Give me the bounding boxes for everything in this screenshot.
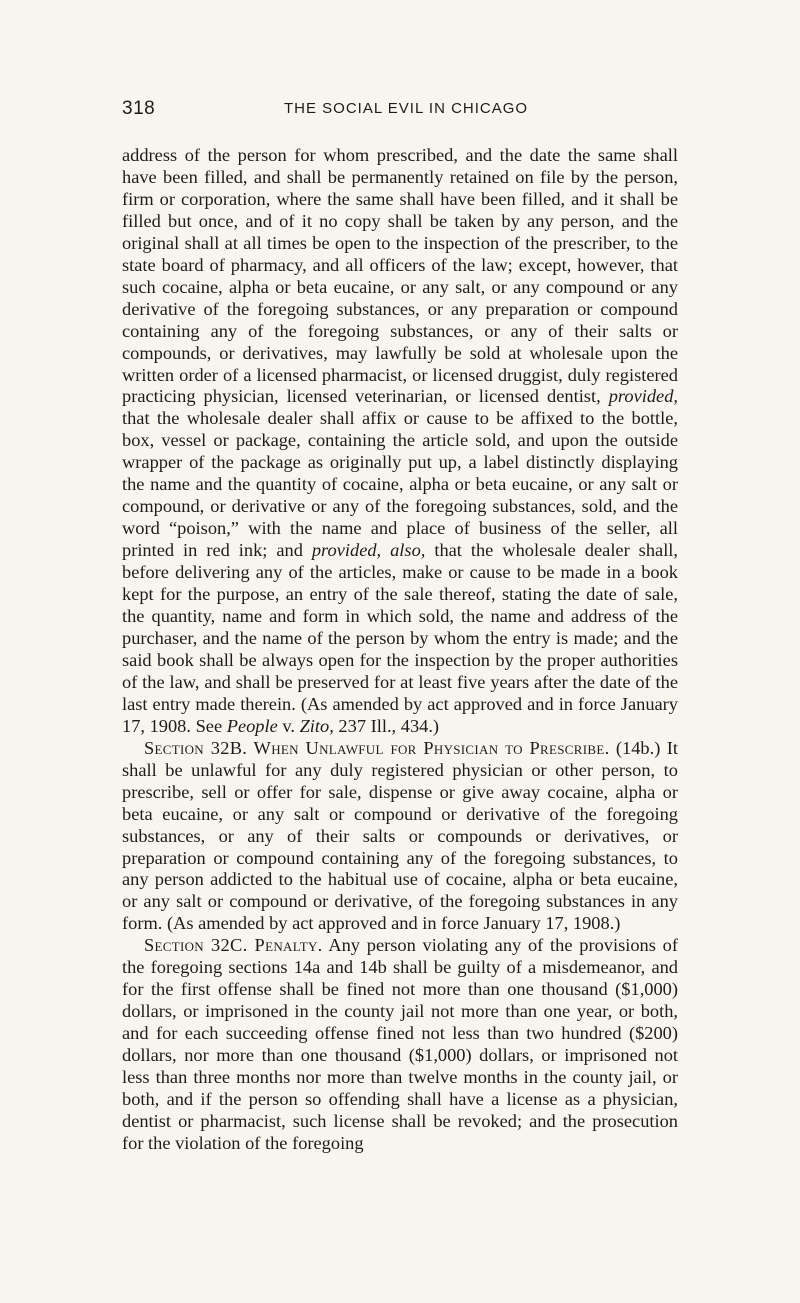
text-run: 237 Ill., 434.) [333,715,440,736]
section-32b [122,738,678,936]
italic-term: provided, also, [311,540,426,561]
running-head: THE SOCIAL EVIL IN CHICAGO [284,100,529,117]
case-name: People [226,715,278,736]
paragraph-continuation [122,145,678,738]
page-number: 318 [122,98,156,119]
italic-term: provided, [608,386,678,407]
section-heading: Section 32C. Penalty. [144,935,323,956]
text-run: that the wholesale dealer shall affix or cause to be affixed to the bottle, box, vessel or package, containing the article sold, and upon the outside wrapper of the package as originally put up, a label distinctly displaying the name and the quantity of cocaine, alpha or beta eucaine, or any salt or compound, or derivative or any of the foregoing substances, sold, and the word “poison,” with the name and place of business of the seller, all printed in red ink; and [122,408,678,561]
section-32c [122,935,678,1155]
text-run: that the wholesale dealer shall, before delivering any of the articles, make or cause to be made in a book kept for the purpose, an entry of the sale thereof, stating the date of sale, the quantity, name and form in which sold, the name and address of the purchaser, and the name of the person by whom the entry is made; and the said book shall be always open for the inspection by the proper authorities of the law, and shall be preserved for at least five years after the date of the last entry made therein. (As amended by act approved and in force January 17, 1908. See [122,540,679,736]
section-heading: Section 32B. When Unlawful for Physician to Prescribe. [144,737,610,758]
section-text: Any person violating any of the provisions of the foregoing sections 14a and 14b shall be guilty of a misdemeanor, and for the first offense shall be fined not more than one thousand ($1,000) dollars, or imprisoned in the county jail not more than one year, or both, and for each succeeding offense fined not less than two hundred ($200) dollars, nor more than one thousand ($1,000) dollars, or imprisoned not less than three months nor more than twelve months in the county jail, or both, and if the person so offending shall have a license as a physician, dentist or pharmacist, such license shall be revoked; and the prosecution for the violation of the foregoing [122,935,678,1153]
case-name: Zito, [299,715,334,736]
section-text: (14b.) It shall be unlawful for any duly registered physician or other person, to prescribe, sell or offer for sale, dispense or give away cocaine, alpha or beta eucaine, or any salt or compound or derivative of the foregoing substances, or any of their salts or compounds or derivatives, or preparation or compound containing any of the foregoing substances, to any person addicted to the habitual use of cocaine, alpha or beta eucaine, or any salt or compound or derivative, of the foregoing substances in any form. (As amended by act approved and in force January 17, 1908.) [122,737,678,934]
text-run: address of the person for whom prescribed, and the date the same shall have been filled, and shall be permanently retained on file by the person, firm or corporation, where the same shall have been filled, and it shall be filled but once, and of it no copy shall be taken by any person, and the original shall at all times be open to the inspection of the prescriber, to the state board of pharmacy, and all officers of the law; except, however, that such cocaine, alpha or beta eucaine, or any salt, or any compound or any derivative of the foregoing substances, or any preparation or compound containing any of the foregoing substances, or any of their salts or compounds, or derivatives, may lawfully be sold at wholesale upon the written order of a licensed pharmacist, or licensed druggist, duly registered practicing physician, licensed veterinarian, or licensed dentist, [122,145,678,407]
page-header [122,98,678,124]
page-body [122,145,678,1155]
text-run: v. [277,715,300,736]
